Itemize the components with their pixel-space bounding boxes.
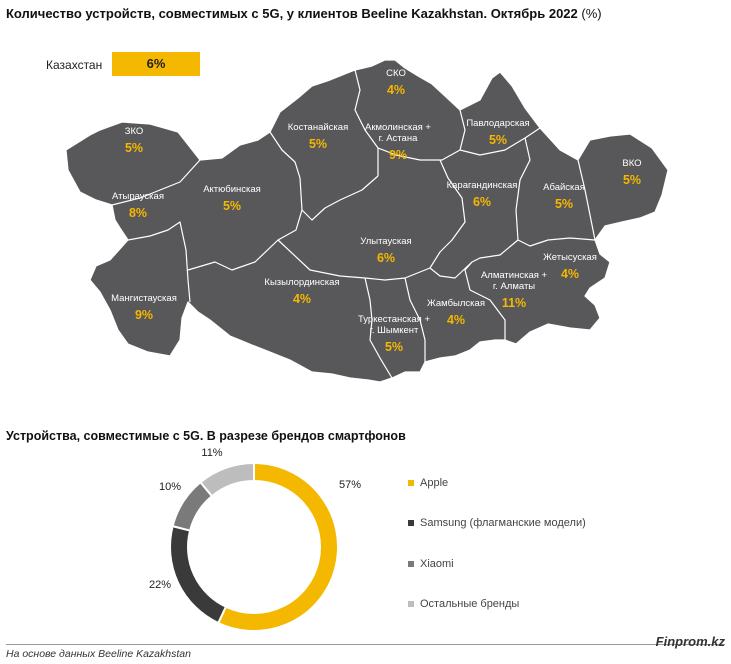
region-value: 4% xyxy=(386,83,406,97)
region-value: 4% xyxy=(292,292,312,306)
region-value: 5% xyxy=(308,137,328,151)
region-name: Акмолинская + xyxy=(365,122,431,133)
source-note: На основе данных Beeline Kazakhstan xyxy=(6,648,191,660)
region-value: 4% xyxy=(560,267,580,281)
donut-slice-samsung xyxy=(170,526,226,623)
donut-title: Устройства, совместимые с 5G. В разрезе брендов смартфонов xyxy=(6,429,406,443)
region-name: Жетысуская xyxy=(543,252,597,263)
title-unit: (%) xyxy=(581,6,602,21)
region-value: 5% xyxy=(124,141,144,155)
region-name: г. Шымкент xyxy=(369,325,419,336)
legend-label-samsung: Samsung (флагманские модели) xyxy=(420,517,586,529)
region-value: 6% xyxy=(376,251,396,265)
region-value: 4% xyxy=(446,313,466,327)
region-value: 8% xyxy=(128,206,148,220)
donut-label-xiaomi: 10% xyxy=(158,481,182,493)
region-value: 9% xyxy=(388,148,408,162)
legend-label-apple: Apple xyxy=(420,477,449,489)
legend-item-samsung xyxy=(408,517,586,529)
region-value: 6% xyxy=(472,195,492,209)
region-value: 5% xyxy=(554,197,574,211)
region-value: 11% xyxy=(501,296,527,310)
region-name: Павлодарская xyxy=(466,118,530,129)
legend-swatch-samsung xyxy=(408,520,414,526)
region-name: Абайская xyxy=(543,182,585,193)
region-name: г. Астана xyxy=(378,133,418,144)
region-name: Атырауская xyxy=(112,191,164,202)
national-value-box: 6% xyxy=(112,52,200,76)
legend-item-xiaomi xyxy=(408,558,454,570)
region-value: 5% xyxy=(222,199,242,213)
region-name: ЗКО xyxy=(124,126,144,137)
legend-label-xiaomi: Xiaomi xyxy=(420,558,454,570)
region-value: 5% xyxy=(384,340,404,354)
region-value: 5% xyxy=(488,133,508,147)
region-name: ВКО xyxy=(622,158,642,169)
region-name: Кызылординская xyxy=(264,277,340,288)
legend-swatch-other xyxy=(408,601,414,607)
donut-label-apple: 57% xyxy=(338,479,362,491)
region-value: 5% xyxy=(622,173,642,187)
legend-item-other xyxy=(408,598,519,610)
region-name: Жамбылская xyxy=(427,298,485,309)
region-name: Мангистауская xyxy=(111,293,177,304)
chart-title: Количество устройств, совместимых с 5G, у клиентов Beeline Kazakhstan. Октябрь 2022 (%) xyxy=(6,6,602,21)
legend-item-apple xyxy=(408,477,448,489)
donut-slice-apple xyxy=(218,463,338,631)
legend-swatch-xiaomi xyxy=(408,561,414,567)
legend-swatch-apple xyxy=(408,480,414,486)
donut-label-samsung: 22% xyxy=(148,579,172,591)
region-name: г. Алматы xyxy=(492,281,536,292)
region-name: Туркестанская + xyxy=(358,314,430,325)
donut-slice-other xyxy=(200,463,254,496)
donut-label-other: 11% xyxy=(201,447,223,459)
region-value: 9% xyxy=(134,308,154,322)
region-name: Алматинская + xyxy=(480,270,548,281)
region-name: Карагандинская xyxy=(446,180,518,191)
region-name: Актюбинская xyxy=(203,184,261,195)
brand-logo-text: Finprom.kz xyxy=(655,634,725,649)
legend-label-other: Остальные бренды xyxy=(420,598,520,610)
national-label: Казахстан xyxy=(46,58,103,72)
region-name: СКО xyxy=(386,68,406,79)
region-name: Костанайская xyxy=(287,122,349,133)
footer-divider xyxy=(6,644,725,645)
region-name: Улытауская xyxy=(360,236,412,247)
